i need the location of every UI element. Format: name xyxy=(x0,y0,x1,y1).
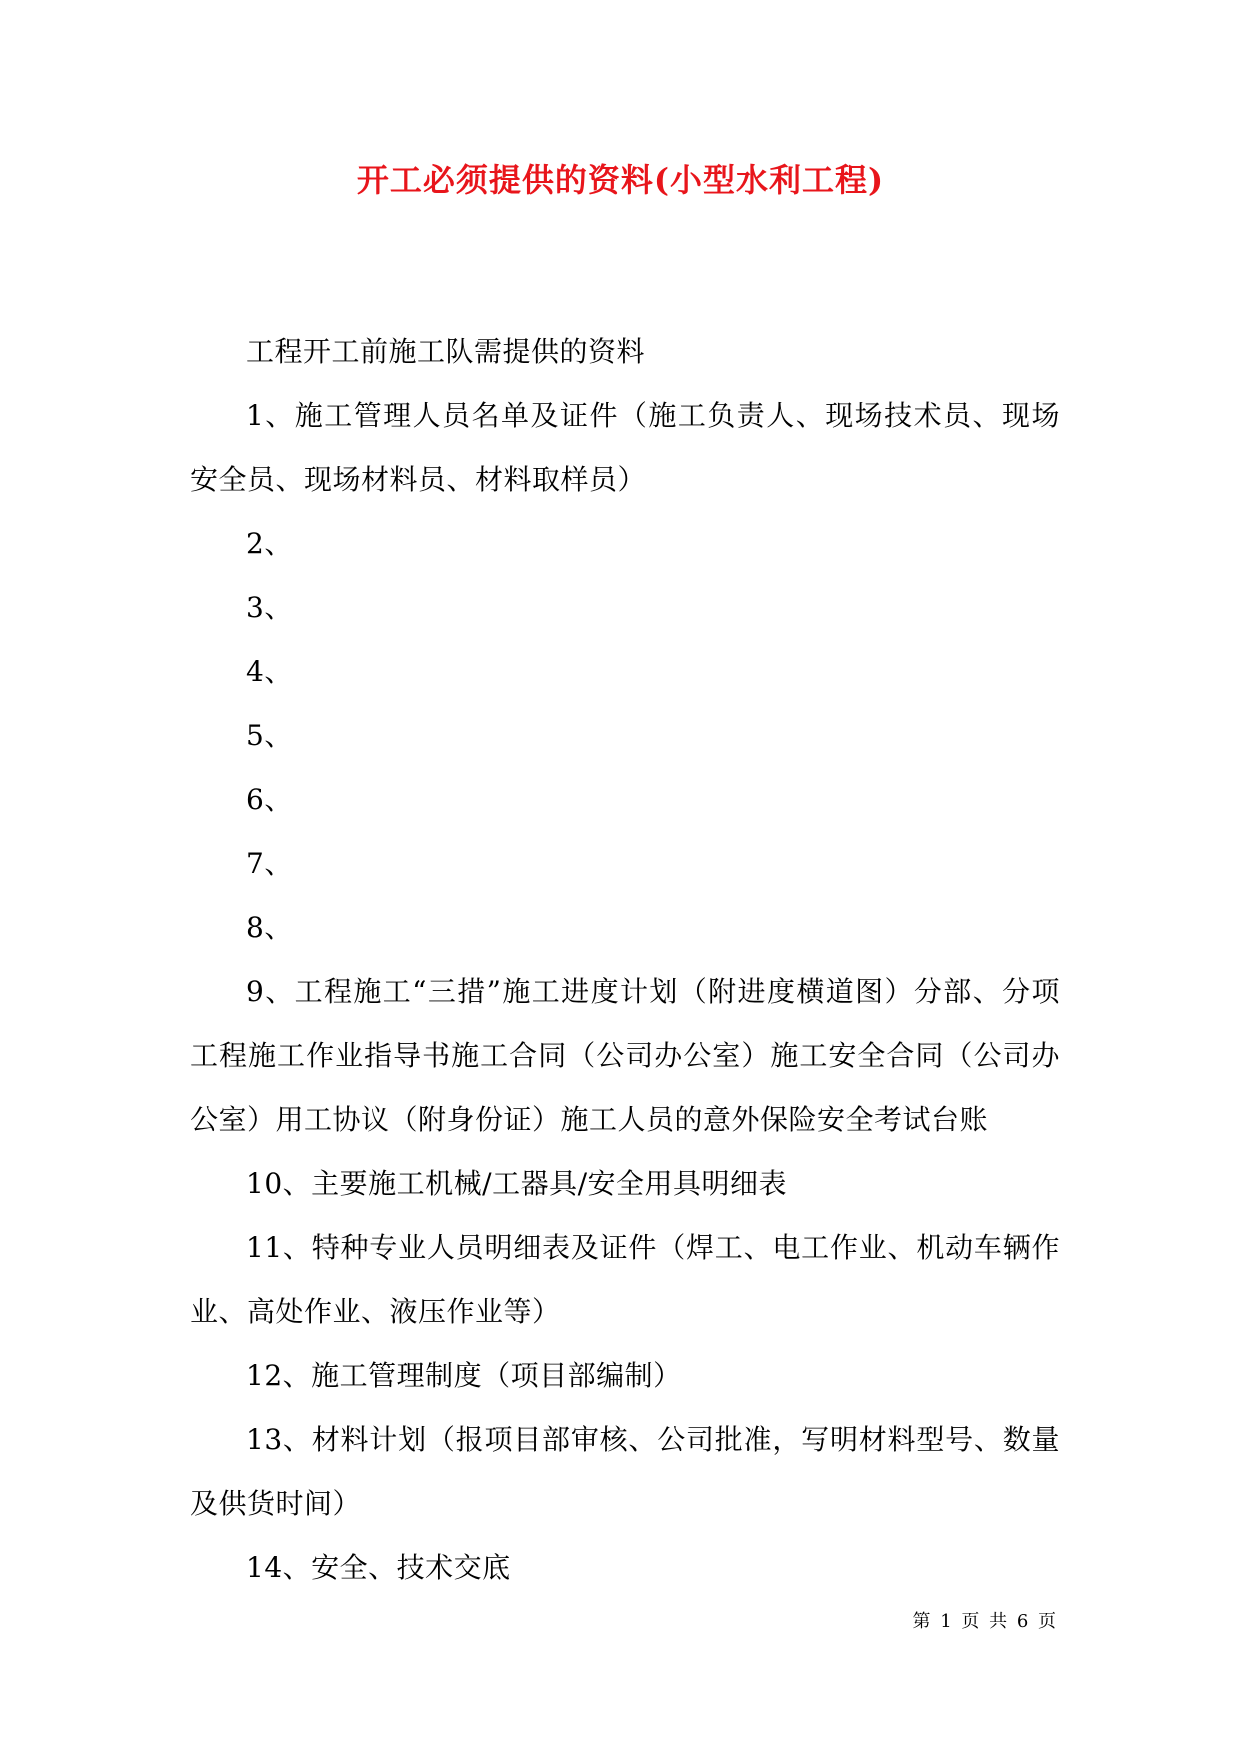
paragraph-item-9: 9、工程施工“三措”施工进度计划（附进度横道图）分部、分项工程施工作业指导书施工合同（公司办公室）施工安全合同（公司办公室）用工协议（附身份证）施工人员的意外保险安全考试台账 xyxy=(190,975,1060,1136)
paragraph-item-11: 11、特种专业人员明细表及证件（焊工、电工作业、机动车辆作业、高处作业、液压作业等） xyxy=(190,1231,1060,1328)
paragraph-item-12: 12、施工管理制度（项目部编制） xyxy=(246,1359,682,1392)
paragraph-item-4: 4、 xyxy=(246,655,293,688)
paragraph-item-3: 3、 xyxy=(246,591,293,624)
paragraph-item-14: 14、安全、技术交底 xyxy=(246,1551,511,1584)
document-body xyxy=(190,320,1060,1600)
paragraph-item-5: 5、 xyxy=(246,719,293,752)
page-number-footer: 第 1 页 共 6 页 xyxy=(912,1611,1058,1632)
paragraph-item-7: 7、 xyxy=(246,847,293,880)
paragraph-item-6: 6、 xyxy=(246,783,293,816)
paragraph-item-1: 1、施工管理人员名单及证件（施工负责人、现场技术员、现场安全员、现场材料员、材料取样员） xyxy=(190,399,1060,496)
document-title: 开工必须提供的资料(小型水利工程) xyxy=(356,161,885,199)
paragraph-item-2: 2、 xyxy=(246,527,293,560)
paragraph-item-13: 13、材料计划（报项目部审核、公司批准，写明材料型号、数量及供货时间） xyxy=(190,1423,1060,1520)
paragraph-item-8: 8、 xyxy=(246,911,293,944)
paragraph-intro: 工程开工前施工队需提供的资料 xyxy=(246,335,646,368)
paragraph-item-10: 10、主要施工机械/工器具/安全用具明细表 xyxy=(246,1167,787,1200)
